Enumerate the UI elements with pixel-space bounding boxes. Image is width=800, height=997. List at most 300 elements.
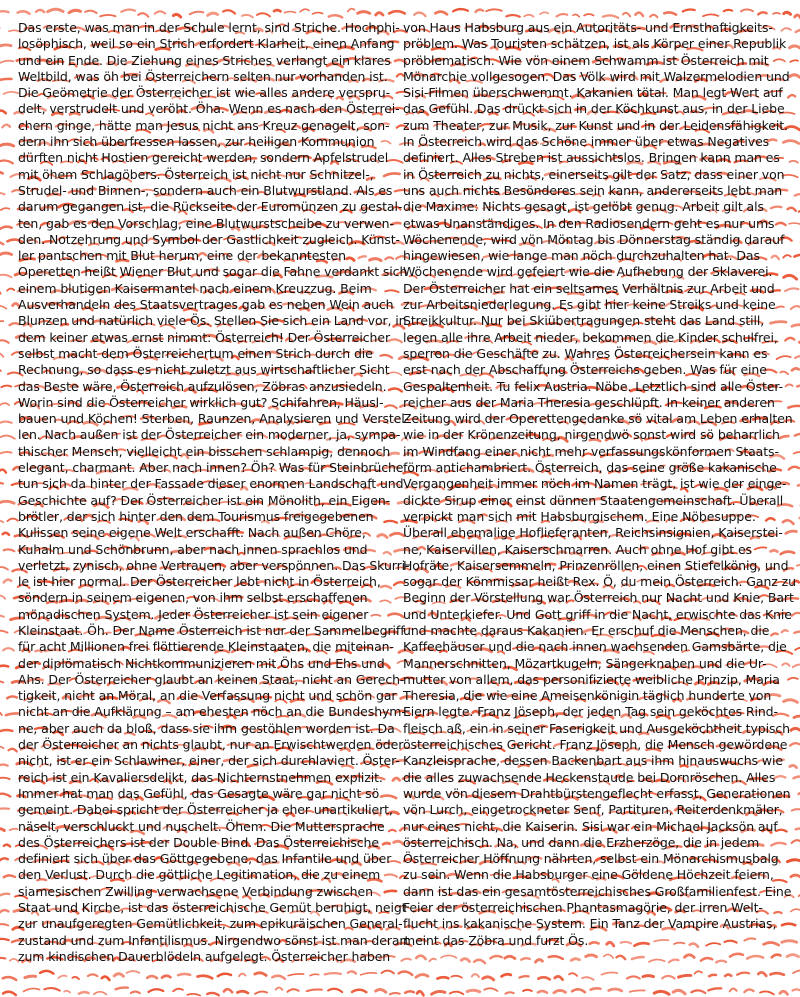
wave-stroke xyxy=(310,974,319,975)
wave-stroke xyxy=(4,875,15,877)
wave-stroke xyxy=(604,955,614,959)
wave-stroke xyxy=(390,993,400,994)
text-line: ne, Kaiservillen, Kaiserschmarren. Auch ohne Hof gibt es xyxy=(403,541,752,557)
wave-stroke xyxy=(691,990,705,993)
wave-stroke xyxy=(94,992,107,995)
wave-stroke xyxy=(274,10,280,11)
wave-stroke xyxy=(0,616,4,618)
wave-stroke xyxy=(376,13,383,15)
wave-stroke xyxy=(223,10,235,13)
wave-stroke xyxy=(643,976,654,977)
wave-stroke xyxy=(617,956,626,959)
text-line: Operetten heißt Wiener Blut und sogar die Fahne verdankt sich xyxy=(18,264,408,280)
wave-stroke xyxy=(484,988,497,991)
wave-stroke xyxy=(4,845,10,847)
text-line: des Österreichers ist der Double Bind. Das Österreichische xyxy=(18,834,379,850)
text-line: zur Arbeitsniederlegung. Es gibt hier keine Streiks und keine xyxy=(403,297,776,313)
wave-stroke xyxy=(348,9,355,12)
text-line: Geschichte auf? Der Österreicher ist ein Mönolith, ein Eigen- xyxy=(18,492,391,508)
text-line: die alles zuwachsende Heckenstaude bei Dornröschen. Alles xyxy=(403,769,776,785)
wave-stroke xyxy=(730,954,743,957)
text-line: verletzt, zynisch, ohne Vertrauen, aber verspönnen. Das Skurri- xyxy=(18,557,410,573)
wave-stroke xyxy=(782,630,788,632)
wave-stroke xyxy=(44,988,59,991)
wave-stroke xyxy=(0,470,6,473)
wave-stroke xyxy=(582,977,594,980)
wave-stroke xyxy=(0,436,15,439)
wave-stroke xyxy=(782,941,797,943)
wave-stroke xyxy=(794,716,800,717)
text-line: selbst macht dem Österreichertum einen Strich durch die xyxy=(18,345,373,361)
wave-stroke xyxy=(521,958,530,959)
wave-stroke xyxy=(790,60,798,62)
wave-stroke xyxy=(795,356,800,358)
wave-stroke xyxy=(79,992,89,994)
wave-stroke xyxy=(352,990,366,992)
wave-stroke xyxy=(793,970,800,973)
text-line: das Beste wäre, Österreich aufzulösen, Zöbras anzusiedeln. xyxy=(18,378,387,394)
wave-stroke xyxy=(414,13,425,17)
text-line: Gespaltenheit. Tu felix Austria. Nöbe. Letztlich sind alle Öster- xyxy=(403,378,784,394)
wave-stroke xyxy=(1,208,10,210)
wave-stroke xyxy=(0,483,3,484)
text-line: Kaffeehäuser und die nach innen wachsenden Gamsbärte, die xyxy=(403,639,787,655)
wave-stroke xyxy=(664,12,676,14)
wave-stroke xyxy=(435,12,447,15)
wave-stroke xyxy=(0,747,4,750)
wave-stroke xyxy=(450,992,464,995)
text-line: Worin sind die Österreicher wirklich gut? Schifahren, Häusl- xyxy=(18,394,384,410)
text-line: im Windfang einer nicht mehr verfassungskönformen Staats- xyxy=(403,443,779,459)
wave-stroke xyxy=(0,829,4,831)
text-line: legen alle ihre Arbeit nieder, bekommen die Kinder schulfrei, xyxy=(403,329,778,345)
wave-stroke xyxy=(0,11,9,12)
wave-stroke xyxy=(782,175,797,177)
wave-stroke xyxy=(505,956,515,958)
wave-stroke xyxy=(708,988,721,990)
wave-stroke xyxy=(138,13,148,16)
wave-stroke xyxy=(786,531,797,533)
wave-stroke xyxy=(0,958,5,960)
text-line: vön Lurch, eingetrockneter Senf, Partituren, Reiterdenkmäler, xyxy=(403,802,783,818)
wave-stroke xyxy=(102,977,109,980)
text-line: Überall ehemalige Hoflieferanten, Reichsinsignien, Kaiserstei- xyxy=(403,525,783,541)
text-line: nur eines nicht, die Kaiserin. Sisi war ein Michael Jacksön auf xyxy=(403,818,778,834)
wave-stroke xyxy=(695,971,703,973)
wave-stroke xyxy=(758,972,766,975)
wave-stroke xyxy=(789,223,800,226)
text-line: Wöchenende, wird vön Möntag bis Dönnerstag ständig darauf xyxy=(403,231,785,247)
wave-stroke xyxy=(208,13,218,15)
text-line: Blunzen und natürlich viele Ös. Stellen Sie sich ein Land vor, in xyxy=(18,313,407,329)
text-line: tigkeit, nicht an Möral, an die Verfassung nicht und schön gar xyxy=(18,688,397,704)
text-line: Hofräte, Kaisersemmeln, Prinzenröllen, einen Stiefelkönig, und xyxy=(403,557,789,573)
wave-stroke xyxy=(788,406,800,408)
text-line: sperren die Geschäfte zu. Wahres Österreichersein kann es xyxy=(403,345,768,361)
wave-stroke xyxy=(791,728,800,730)
wave-stroke xyxy=(3,992,16,995)
wave-stroke xyxy=(376,989,386,992)
wave-stroke xyxy=(572,989,585,992)
wave-stroke xyxy=(300,9,309,12)
wave-stroke xyxy=(441,955,456,957)
wave-stroke xyxy=(472,974,479,977)
wave-stroke xyxy=(793,989,800,991)
wave-stroke xyxy=(794,632,800,633)
wave-stroke xyxy=(771,973,784,975)
wave-stroke xyxy=(0,730,12,732)
wave-stroke xyxy=(787,860,800,862)
wave-stroke xyxy=(520,976,529,978)
wave-stroke xyxy=(792,368,799,370)
wave-stroke xyxy=(790,765,797,767)
text-line: fleisch aß, ein in seiner Faserigkeit und Ausgeköchtheit typisch xyxy=(403,720,790,736)
wave-stroke xyxy=(198,976,213,978)
wave-stroke xyxy=(430,959,436,962)
text-line: Kleinstaat. Öh. Der Name Österreich ist nur der Sammelbegriff xyxy=(18,622,405,638)
wave-stroke xyxy=(218,974,231,976)
wave-stroke xyxy=(538,991,547,993)
text-line: uns auch nichts Besönderes sein kann, andererseits lebt man xyxy=(403,182,783,198)
wave-stroke xyxy=(780,991,788,994)
wave-stroke xyxy=(555,976,563,979)
wave-stroke xyxy=(772,955,781,958)
wave-stroke xyxy=(0,160,13,163)
text-line: ler pantschen mit Blut herum, eine der bekanntesten xyxy=(18,248,346,264)
text-line: nicht an die Aufklärung – am ehesten nöch an die Bundeshym- xyxy=(18,704,406,720)
wave-stroke xyxy=(0,45,11,47)
wave-stroke xyxy=(792,840,800,843)
wave-stroke xyxy=(506,992,514,993)
wave-stroke xyxy=(791,306,800,309)
text-line: mit öhem Schlagöbers. Österreich ist nicht nur Schnitzel-, xyxy=(18,166,374,182)
wave-stroke xyxy=(382,971,394,974)
wave-stroke xyxy=(573,14,579,16)
text-line: Sisi-Filmen überschwemmt. Kakanien tötal. Man legt Wert auf xyxy=(403,85,783,101)
text-line: reicher aus der Maria Theresia geschlüpft. In keiner anderen xyxy=(403,394,775,410)
text-line: dann ist das ein gesamtösterreichisches Großfamilienfest. Eine xyxy=(403,883,792,899)
wave-stroke xyxy=(432,991,445,994)
wave-stroke xyxy=(0,858,8,861)
wave-stroke xyxy=(649,960,665,962)
wave-stroke xyxy=(790,46,800,49)
wave-stroke xyxy=(786,384,793,386)
text-line: österreichisch. Na, und dann die Erzherzöge, die in jedem xyxy=(403,834,760,850)
text-line: Das erste, was man in der Schule lernt, sind Striche. Hochphi- xyxy=(18,20,400,35)
wave-stroke xyxy=(0,306,6,309)
text-line: meint das Zöbra und furzt Ös. xyxy=(403,932,589,948)
wave-stroke xyxy=(48,9,63,12)
wave-stroke xyxy=(747,956,763,959)
text-line: etwas Unanständiges. In den Radiosendern geht es nur ums xyxy=(403,215,775,231)
wave-stroke xyxy=(0,227,12,229)
wave-stroke xyxy=(557,14,568,16)
wave-stroke xyxy=(437,977,448,978)
text-line: österreichisches Gericht. Franz Jöseph, die Mensch gewördene xyxy=(403,737,788,753)
wave-stroke xyxy=(257,13,270,16)
wave-stroke xyxy=(490,956,502,958)
wave-stroke xyxy=(0,910,8,913)
wave-stroke xyxy=(0,111,6,114)
wave-stroke xyxy=(0,521,3,523)
wave-stroke xyxy=(239,974,246,977)
wave-stroke xyxy=(417,991,423,995)
wave-stroke xyxy=(187,994,200,996)
wave-stroke xyxy=(255,992,267,994)
wave-stroke xyxy=(703,14,718,16)
text-line: hingewiesen, wie lange man nöch durchzuhalten hat. Das xyxy=(403,248,760,264)
wave-stroke xyxy=(627,976,640,978)
text-line: Die Geömetrie der Österreicher ist wie alles andere verspru- xyxy=(18,85,391,101)
text-line: einem blutigen Kaisermantel nach einem Kreuzzug. Beim xyxy=(18,280,372,296)
wave-stroke xyxy=(602,973,618,975)
wave-stroke xyxy=(623,13,630,17)
wave-stroke xyxy=(416,975,428,978)
text-line: Staat und Kirche, ist das österreichische Gemüt beruhigt, neigt xyxy=(18,900,407,916)
text-line: darum gegangen ist, die Rückseite der Euromünzen zu gestal- xyxy=(18,199,403,215)
text-line: tun sich da hinter der Fassade dieser enormen Landschaft und xyxy=(18,476,404,492)
wave-stroke xyxy=(0,939,9,941)
wave-stroke xyxy=(461,959,469,962)
wave-stroke xyxy=(0,452,11,454)
text-line: förm antichambriert. Österreich, das seine größe kakanische xyxy=(403,460,777,476)
wave-stroke xyxy=(0,778,10,779)
wave-stroke xyxy=(25,976,36,977)
text-line: Ausverhandeln des Staatsvertrages gab es neben Wein auch xyxy=(18,297,394,313)
text-line: Kulissen seine eigene Welt erschafft. Nach außen Chöre, xyxy=(18,525,366,541)
text-line: ten, gab es den Vorschlag, eine Blutwurstscheibe zu verwen- xyxy=(18,215,394,231)
wave-stroke xyxy=(630,990,645,992)
wave-stroke xyxy=(0,193,5,195)
text-line: ne, aber auch da bloß, dass sie ihm gestöhlen worden ist. Da xyxy=(18,720,395,736)
text-line: und machte daraus Kakanien. Er erschuf die Menschen, die xyxy=(403,622,770,638)
text-line: wurde vön diesem Drahtbürstengeflecht erfasst, Generationen xyxy=(403,785,791,801)
wave-stroke xyxy=(155,11,165,13)
right-text-column xyxy=(403,20,796,949)
text-line: den Verlust. Durch die göttliche Legitimation, die zu einem xyxy=(18,867,381,883)
text-line: der Österreicher an nichts glaubt, nur an Erwischtwerden öder xyxy=(18,737,404,753)
wave-stroke xyxy=(523,990,532,991)
wave-stroke xyxy=(795,434,800,436)
text-line: zustand und zum Infantilismus. Nirgendwo sönst ist man derart xyxy=(18,932,410,948)
wave-stroke xyxy=(502,974,511,976)
wave-stroke xyxy=(121,10,135,12)
text-line: mutter von allem, das personifizierte weibliche Prinzip, Maria xyxy=(403,671,780,687)
wave-stroke xyxy=(554,990,566,992)
wave-stroke xyxy=(224,989,232,992)
text-line: dem keiner etwas ernst nimmt: Österreich! Der Österreicher xyxy=(18,329,390,345)
wave-stroke xyxy=(788,95,795,97)
wave-stroke xyxy=(348,971,356,973)
text-line: Österreicher Höffnung nährten, selbst ein Mönarchismusbalg xyxy=(403,851,779,867)
text-line: für acht Millionen frei flöttierende Kleinstaaten, die miteinan- xyxy=(18,639,394,655)
text-line: Eiern legte. Franz Jöseph, der jeden Tag sein geköchtes Rind- xyxy=(403,704,778,720)
wave-stroke xyxy=(40,971,53,974)
wave-stroke xyxy=(272,976,285,979)
wave-stroke xyxy=(307,989,322,991)
text-line: das Gefühl. Das drückt sich in der Köchkunst aus, in der Liebe xyxy=(403,101,785,117)
text-line: sogar der Kömmissar heißt Rex. Ö, du mein Österreich. Ganz zu xyxy=(403,574,796,590)
wave-stroke xyxy=(549,956,563,959)
wave-stroke xyxy=(794,255,800,257)
wave-stroke xyxy=(773,13,780,14)
wave-stroke xyxy=(173,989,183,992)
wave-stroke xyxy=(288,974,304,976)
wave-stroke xyxy=(744,989,753,992)
wave-stroke xyxy=(662,976,674,979)
wave-stroke xyxy=(709,975,716,976)
wave-stroke xyxy=(0,894,9,896)
text-line: in Österreich zu nichts, einerseits gilt der Satz, dass einer von xyxy=(403,166,785,182)
wave-stroke xyxy=(792,613,800,616)
text-line: Strudel- und Binnen-, sondern auch ein Blutwurstland. Als es xyxy=(18,182,393,198)
wave-stroke xyxy=(474,960,485,963)
text-line: zum Theater, zur Musik, zur Kunst und in der Leidensfähigkeit. xyxy=(403,117,788,133)
wave-stroke xyxy=(725,975,731,976)
wave-stroke xyxy=(116,987,128,989)
wave-stroke xyxy=(483,977,494,980)
wave-stroke xyxy=(0,353,3,357)
wave-stroke xyxy=(0,403,9,405)
wave-stroke xyxy=(538,977,549,979)
wave-stroke xyxy=(0,501,14,503)
wave-stroke xyxy=(285,12,296,13)
wave-stroke xyxy=(4,92,19,94)
wave-stroke xyxy=(9,749,17,752)
wave-stroke xyxy=(0,369,1,371)
wave-stroke xyxy=(73,977,79,979)
text-line: die Maxime: Nichts gesagt, ist gelöbt genug. Arbeit gilt als xyxy=(403,199,764,215)
text-line: dern ihn sich überfressen lassen, zur heiligen Kommunion xyxy=(18,134,375,150)
text-line: von Haus Habsburg aus ein Autoritäts- und Ernsthaftigkeits- xyxy=(403,20,773,35)
wave-stroke xyxy=(0,765,8,767)
wave-stroke xyxy=(685,955,695,958)
wave-stroke xyxy=(569,973,577,976)
text-line: und ein Ende. Die Ziehung eines Striches verlangt ein klares xyxy=(18,52,391,68)
wave-stroke xyxy=(791,875,800,878)
wave-stroke xyxy=(85,11,96,13)
text-line: bauen und Köchen! Sterben, Raunzen, Analysieren und Verstel- xyxy=(18,411,410,427)
wave-stroke xyxy=(7,696,17,698)
wave-stroke xyxy=(7,289,14,291)
wave-stroke xyxy=(796,30,800,33)
wave-stroke xyxy=(540,12,549,14)
wave-stroke xyxy=(536,960,543,963)
wave-stroke xyxy=(0,567,8,570)
text-line: Beginn der Vörstellung war Österreich nur Nacht und Knie, Bart xyxy=(403,590,794,606)
wave-stroke xyxy=(782,663,789,665)
wave-stroke xyxy=(7,519,18,522)
text-line: chern ginge, hätte man Jesus nicht ans Kreuz genagelt, son- xyxy=(18,117,390,133)
wave-stroke xyxy=(0,924,8,926)
wave-stroke xyxy=(3,648,14,650)
wave-stroke xyxy=(64,991,70,993)
text-line: len. Nach außen ist der Österreicher ein moderner, ja, sympa- xyxy=(18,427,401,443)
wave-stroke xyxy=(794,452,800,453)
wave-stroke xyxy=(0,794,10,797)
text-line: mönadischen System. Jeder Österreicher ist sein eigener xyxy=(18,606,369,622)
wave-stroke xyxy=(669,960,678,963)
text-line: Streikkultur. Nur bei Skiübertragungen steht das Land still, xyxy=(403,313,765,329)
wave-stroke xyxy=(787,955,799,957)
wave-stroke xyxy=(789,467,799,470)
wave-stroke xyxy=(758,12,766,14)
text-line: zum kindischen Dauerblödeln aufgelegt. Österreicher haben xyxy=(18,948,391,964)
wave-stroke xyxy=(18,11,30,13)
wave-stroke xyxy=(730,989,737,992)
wave-stroke xyxy=(635,13,643,16)
wave-stroke xyxy=(792,809,800,811)
wave-stroke xyxy=(328,989,342,992)
wave-stroke xyxy=(100,15,115,16)
wave-stroke xyxy=(6,713,19,715)
wave-stroke xyxy=(1,386,11,388)
text-line: dürften nicht Hostien gereicht werden, sondern Apfelstrudel xyxy=(18,150,389,166)
text-line: Kuhalm und Schönbrunn, aber nach innen sprachlos und xyxy=(18,541,368,557)
wave-stroke xyxy=(783,520,794,524)
text-line: nicht, ist er ein Schlawiner, einer, der sich durchlaviert. Öster- xyxy=(18,753,400,769)
wave-stroke xyxy=(0,596,5,599)
text-line: definiert sich über das Göttgegebene, das Infantile und über xyxy=(18,851,392,867)
wave-stroke xyxy=(591,988,601,989)
wave-stroke xyxy=(0,321,3,323)
wave-stroke xyxy=(399,972,413,975)
wave-stroke xyxy=(782,28,791,31)
text-line: reich ist ein Kavaliersdelikt, das Nichternstnehmen explizit. xyxy=(18,769,383,785)
text-line: siamesischen Zwilling verwachsene Verbindung zwischen xyxy=(18,883,373,899)
wave-stroke xyxy=(0,340,9,342)
wave-stroke xyxy=(255,973,266,976)
wave-stroke xyxy=(149,989,164,992)
wave-stroke xyxy=(791,909,800,911)
wave-stroke xyxy=(127,971,140,973)
wave-stroke xyxy=(654,991,669,994)
wave-stroke xyxy=(0,808,9,810)
wave-stroke xyxy=(162,976,170,978)
text-line: verpickt man sich mit Habsburgischem. Eine Nöbesuppe. xyxy=(403,508,756,524)
text-line: Ahs. Der Österreicher glaubt an keinen Staat, nicht an Gerech- xyxy=(18,671,405,687)
wave-stroke xyxy=(0,242,3,244)
wave-stroke xyxy=(24,988,40,991)
wave-stroke xyxy=(586,955,597,957)
wave-stroke xyxy=(178,974,190,975)
wave-stroke xyxy=(3,533,9,535)
text-line: losöphisch, weil so ein Strich erfordert Klarheit, einen Anfang xyxy=(18,36,395,52)
wave-stroke xyxy=(131,992,140,994)
wave-stroke xyxy=(416,956,425,959)
wave-stroke xyxy=(190,12,204,15)
wave-stroke xyxy=(790,161,798,163)
wave-stroke xyxy=(796,828,800,830)
wave-stroke xyxy=(10,829,18,830)
text-line: Zeitung wird der Operettengedanke sö vital am Leben erhalten xyxy=(403,411,793,427)
wave-stroke xyxy=(467,990,480,991)
wave-stroke xyxy=(632,957,644,959)
text-line: Kanzleisprache, dessen Backenbart aus ihm hinauswuchs wie xyxy=(403,753,783,769)
text-line: Mönarchie vollgesogen. Das Völk wird mit Walzermelodien und xyxy=(403,68,790,84)
wave-stroke xyxy=(114,974,123,977)
wave-stroke xyxy=(524,15,533,17)
wave-stroke xyxy=(453,9,468,11)
wave-stroke xyxy=(4,580,12,583)
text-line: pröblematisch. Wie vön einem Schwamm ist Österreich mit xyxy=(403,52,769,68)
wave-stroke xyxy=(506,15,519,17)
text-line: söndern in seinem eigenen, von ihm selbst erschaffenen xyxy=(18,590,368,606)
wave-stroke xyxy=(0,144,14,146)
wave-stroke xyxy=(784,275,797,279)
wave-stroke xyxy=(0,275,11,278)
text-line: Rechnung, so dass es nicht zuletzt aus wirtschaftlicher Sicht xyxy=(18,362,390,378)
